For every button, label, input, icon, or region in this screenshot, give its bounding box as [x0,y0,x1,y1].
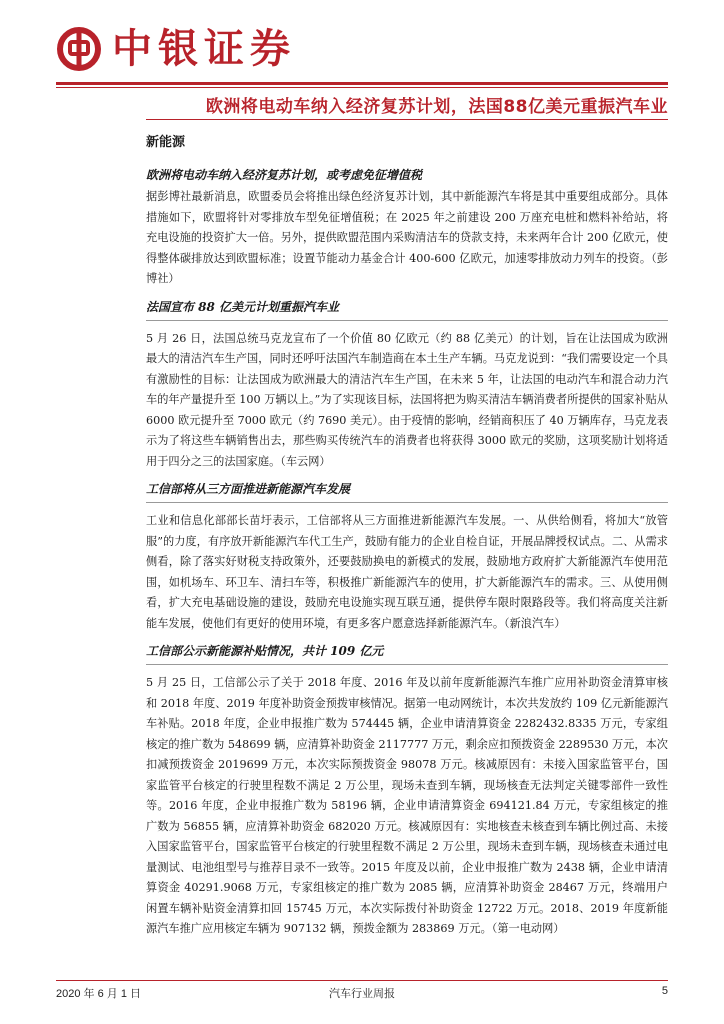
header-rule [56,82,668,85]
brand-logo [56,26,296,72]
news-text-1: 据彭博社最新消息，欧盟委员会将推出绿色经济复苏计划，其中新能源汽车将是其中重要组成部分。具体措施如下，欧盟将针对零排放车型免征增值税；在 2025 年之前建设 200 万座充电桩和燃料补给站，将充电设施的投资扩大一倍。另外，提供欧盟范围内采购清洁车的贷款支持，未来两年合计 200 亿欧元，使得整体碳排放达到欧盟标准；设置节能动力基金合计 400-600 亿欧元，加速零排放动力列车的投资。（彭博社） [146,190,668,285]
footer-rule [56,980,668,981]
bank-of-china-logo-icon [56,26,102,72]
page-number: 5 [661,985,668,997]
news-title-1: 欧洲将电动车纳入经济复苏计划，或考虑免征增值税 [146,168,423,182]
brand-name: 中银证券 [112,26,296,72]
news-title-4: 工信部公示新能源补贴情况，共计 109 亿元 [146,642,668,665]
news-text-4: 5 月 25 日，工信部公示了关于 2018 年度、2016 年及以前年度新能源汽车推广应用补助资金清算审核和 2018 年度、2019 年度补助资金预拨审核情况。据第一电动网统计，本次共发放约 109 亿元新能源汽车补贴。2018 年度，企业申报推广数为 574445 辆，企业申请清算资金 2282432.8335 万元，专家组核定的推广数为 548699 辆，应清算补助资金 2117777 万元，剩余应扣预拨资金 2289530 万元，本次扣减预拨资金 2019699 万元，本次实际预拨资金 98078 万元。核减原因有：未接入国家监管平台，国家监管平台核定的行驶里程数不满足 2 万公里，现场未查到车辆，现场核查无法判定关键零部件一致性等。2016 年度，企业申报推广数为 58196 辆，企业申请清算资金 694121.84 万元，专家组核定的推广数为 56855 辆，应清算补助资金 682020 万元。核减原因有：实地核查未核查到车辆比例过高、未接入国家监管平台，国家监管平台核定的行驶里程数不满足 2 万公里，现场未查到车辆，现场核查未通过电量测试、电池组型号与推荐目录不一致等。2015 年度及以前，企业申报推广数为 2438 辆，企业申请清算资金 40291.9068 万元，专家组核定的推广数为 2085 辆，应清算补助资金 28467 万元，终端用户闲置车辆补贴资金清算扣回 15745 万元，本次实际拨付补助资金 12722 万元。2018、2019 年度新能源汽车推广应用核定车辆为 907132 辆，预拨金额为 283869 万元。（第一电动网） [146,676,668,935]
news-title-3: 工信部将从三方面推进新能源汽车发展 [146,480,668,503]
headline-rule [146,119,668,120]
footer-date: 2020 年 6 月 1 日 [56,988,141,1000]
page-headline: 欧洲将电动车纳入经济复苏计划，法国88亿美元重振汽车业 [205,97,668,117]
section-title: 新能源 [146,135,186,150]
news-text-2: 5 月 26 日，法国总统马克龙宣布了一个价值 80 亿欧元（约 88 亿美元）的计划，旨在让法国成为欧洲最大的清洁汽车生产国，同时还呼吁法国汽车制造商在本土生产车辆。马克龙说到：“我们需要设定一个具有激励性的目标：让法国成为欧洲最大的清洁汽车生产国，在未来 5 年，让法国的电动汽车和混合动力汽车的年产量提升至 100 万辆以上。”为了实现该目标，法国将把为购买清洁车辆消费者所提供的国家补贴从 6000 欧元提升至 7000 欧元（约 7690 美元）。由于疫情的影响，经销商积压了 40 万辆库存，马克龙表示为了将这些车辆销售出去，那些购买传统汽车的消费者也将获得 3000 欧元的奖励，这项奖励计划将适用于四分之三的法国家庭。（车云网） [146,331,668,468]
header-rule-thin [56,87,668,88]
news-title-2: 法国宣布 88 亿美元计划重振汽车业 [146,298,668,321]
news-text-3: 工业和信息化部部长苗圩表示，工信部将从三方面推进新能源汽车发展。一、从供给侧看，将加大“放管服”的力度，有序放开新能源汽车代工生产，鼓励有能力的企业自检自证，开展品牌授权试点。二、从需求侧看，除了落实好财税支持政策外，还要鼓励换电的新模式的发展，鼓励地方政府扩大新能源汽车使用范围，如机场车、环卫车、清扫车等，积极推广新能源汽车的使用，扩大新能源汽车的需求。三、从使用侧看，扩大充电基础设施的建设，鼓励充电设施实现互联互通，提供停车限时限路段等。我们将高度关注新能车发展，使他们有更好的使用环境，有更多客户愿意选择新能源汽车。（新浪汽车） [146,514,668,630]
footer-report-name: 汽车行业周报 [329,988,395,1000]
main-content [146,126,668,946]
